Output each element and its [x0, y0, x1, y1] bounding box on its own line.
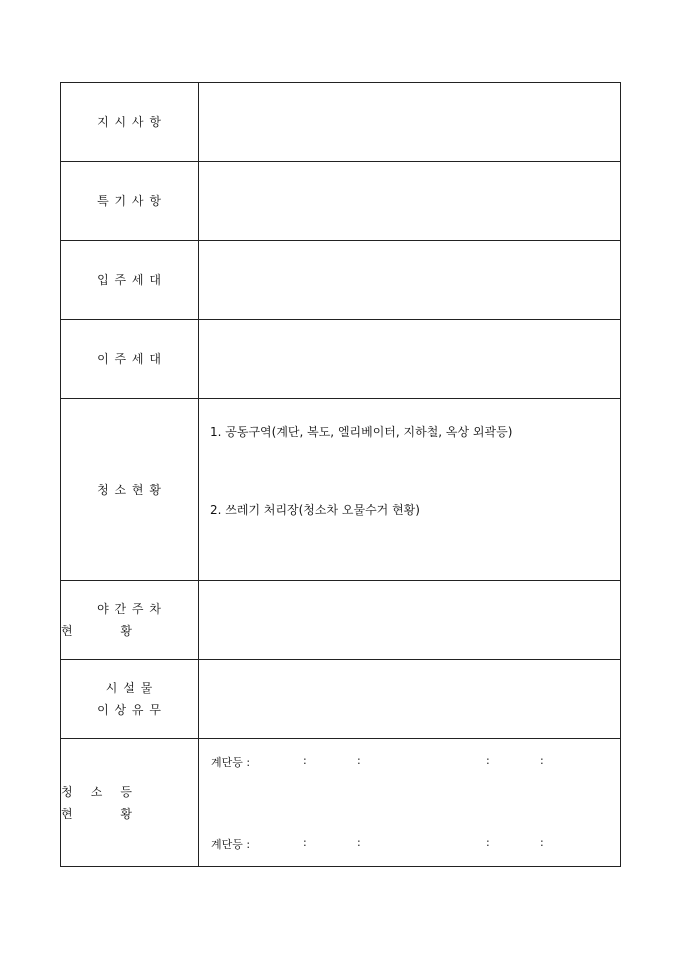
label-move-in: 입 주 세 대: [61, 241, 199, 320]
label-special-notes: 특 기 사 항: [61, 162, 199, 241]
form-row-cleaning-lights: [61, 739, 621, 867]
field-instructions[interactable]: [199, 83, 621, 162]
form-row-instructions: [61, 83, 621, 162]
label-cleaning-lights-line1-b: 소: [90, 784, 104, 799]
stair-light-row-2-colon-3: :: [486, 836, 490, 849]
field-night-parking[interactable]: [199, 581, 621, 660]
label-night-parking-line1: 야 간 주 차: [97, 602, 162, 616]
stair-light-row-1-colon-3: :: [486, 754, 490, 767]
label-facility: [61, 660, 199, 739]
label-instructions: 지 시 사 항: [61, 83, 199, 162]
label-facility-line1: 시 설 물: [105, 681, 154, 695]
form-row-special-notes: [61, 162, 621, 241]
report-form-table: [60, 82, 621, 867]
label-night-parking-line2: [61, 620, 198, 642]
stair-light-row-2-label: 계단등 :: [211, 838, 251, 851]
stair-light-row-2-colon-4: :: [540, 836, 544, 849]
label-move-out: 이 주 세 대: [61, 320, 199, 399]
form-row-move-in: [61, 241, 621, 320]
label-cleaning-lights-line2-a: 현: [61, 806, 74, 821]
form-row-move-out: [61, 320, 621, 399]
label-cleaning-lights-line1-a: 청: [61, 784, 74, 799]
cleaning-item-common-area: 1. 공동구역(계단, 복도, 엘리베이터, 지하철, 옥상 외곽등): [210, 424, 513, 439]
label-facility-line2: 이 상 유 무: [97, 703, 162, 717]
field-cleaning-lights[interactable]: [199, 739, 621, 867]
label-cleaning-lights-line1-c: 등: [120, 784, 133, 799]
label-night-parking-line2-a: 현: [61, 624, 74, 638]
stair-light-row-1-colon-1: :: [303, 754, 307, 767]
stair-light-row-2-colon-1: :: [303, 836, 307, 849]
field-special-notes[interactable]: [199, 162, 621, 241]
field-facility[interactable]: [199, 660, 621, 739]
label-cleaning-lights: [61, 739, 199, 867]
field-move-out[interactable]: [199, 320, 621, 399]
form-row-facility: [61, 660, 621, 739]
form-row-cleaning-status: [61, 399, 621, 581]
label-night-parking-line2-b: 황: [120, 624, 133, 638]
stair-light-row-2-colon-2: :: [357, 836, 361, 849]
field-move-in[interactable]: [199, 241, 621, 320]
label-cleaning-status: 청 소 현 황: [61, 399, 199, 581]
stair-light-row-1-label: 계단등 :: [211, 756, 251, 769]
label-cleaning-lights-line1: [61, 781, 198, 803]
cleaning-item-garbage: 2. 쓰레기 처리장(청소차 오물수거 현황): [210, 502, 420, 517]
label-night-parking: [61, 581, 199, 660]
stair-light-row-1-colon-4: :: [540, 754, 544, 767]
field-cleaning-status[interactable]: [199, 399, 621, 581]
label-cleaning-lights-line2: [61, 803, 198, 825]
form-row-night-parking: [61, 581, 621, 660]
label-cleaning-lights-line2-b: 황: [120, 806, 133, 821]
stair-light-row-1-colon-2: :: [357, 754, 361, 767]
